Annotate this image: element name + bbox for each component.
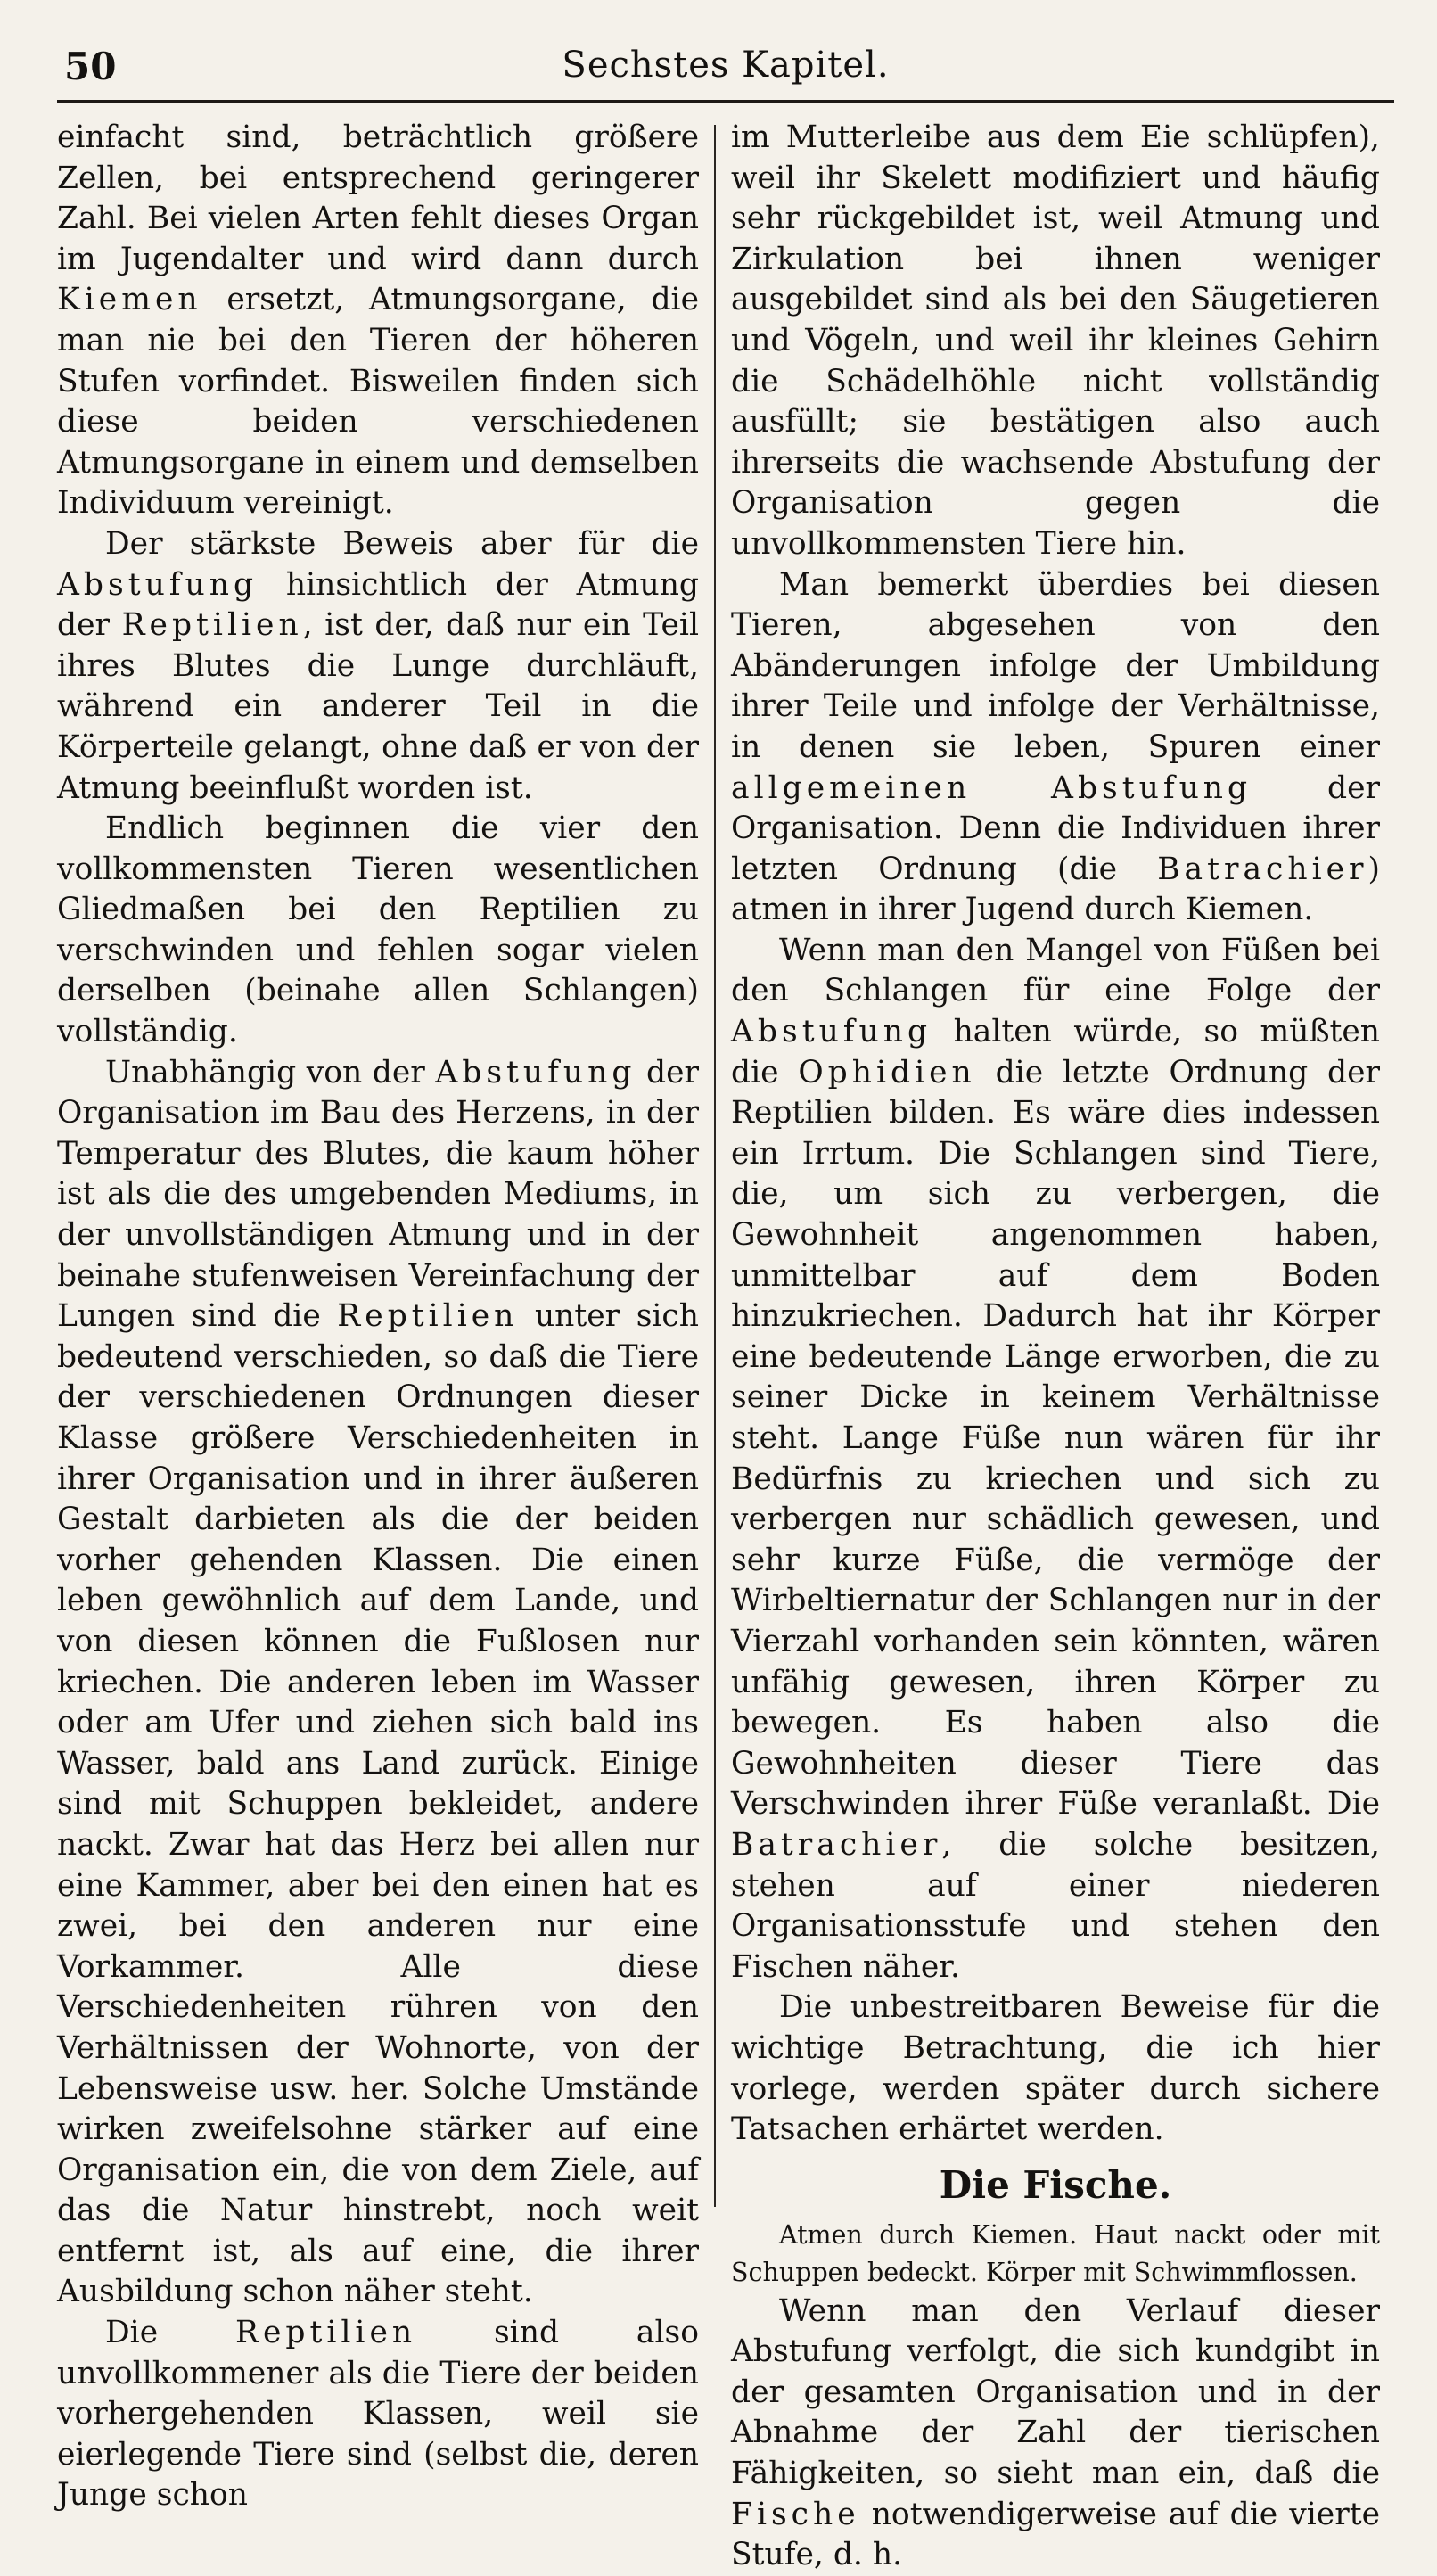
emphasis-text: Reptilien [235, 2315, 417, 2351]
text-run: , die solche besitzen, stehen auf einer niederen Organisationsstufe und stehen den Fischen näher. [731, 1826, 1380, 1985]
paragraph [731, 565, 1380, 931]
text-run: Man bemerkt überdies bei diesen Tieren, abgesehen von den Abänderungen infolge der Umbildung ihrer Teile und infolge der Verhältnisse, in denen sie leben, Spuren einer [731, 566, 1380, 765]
text-run: halten würde, so müßten die [731, 1014, 1380, 1090]
text-run: der Organisation im Bau des Herzens, in der Temperatur des Blutes, die kaum höher ist als die des umgebenden Mediums, in der unvollständigen Atmung und in der beinahe stufenweisen Vereinfachung der Lungen sind die [57, 1054, 699, 1335]
text-run: unter sich bedeutend verschieden, so daß die Tiere der verschiedenen Ordnungen dieser Klasse größere Verschiedenheiten in ihrer Organisation und in ihrer äußeren Gestalt darbieten als die der beiden vorher gehenden Klassen. Die einen leben gewöhnlich auf dem Lande, und von diesen können die Fußlosen nur kriechen. Die anderen leben im Wasser oder am Ufer und ziehen sich bald ins Wasser, bald ans Land zurück. Einige sind mit Schuppen bekleidet, andere nackt. Zwar hat das Herz bei allen nur eine Kammer, aber bei den einen hat es zwei, bei den anderen nur eine Vorkammer. Alle diese Verschiedenheiten rühren von den Verhältnissen der Wohnorte, von der Lebensweise usw. her. Solche Umstände wirken zweifelsohne stärker auf eine Organisation ein, die von dem Ziele, auf das die Natur hinstrebt, noch weit entfernt ist, als auf eine, die ihrer Ausbildung schon näher steht. [57, 1298, 699, 2310]
paragraph: im Mutterleibe aus dem Eie schlüpfen), weil ihr Skelett modifiziert und häufig sehr rückgebildet ist, weil Atmung und Zirkulation bei ihnen weniger ausgebildet sind als bei den Säugetieren und Vögeln, und weil ihr kleines Gehirn die Schädelhöhle nicht vollständig ausfüllt; sie bestätigen also auch ihrerseits die wachsende Abstufung der Organisation gegen die unvollkommensten Tiere hin. [731, 119, 1380, 562]
text-run: Wenn man den Verlauf dieser Abstufung verfolgt, die sich kundgibt in der gesamten Organisation und in der Abnahme der Zahl der tierischen Fähigkeiten, so sieht man ein, daß die [731, 2292, 1380, 2492]
section-summary: Atmen durch Kiemen. Haut nackt oder mit Schuppen bedeckt. Körper mit Schwimmflossen. [731, 2219, 1380, 2287]
text-run: Unabhängig von der [105, 1054, 436, 1090]
text-run: einfacht sind, beträchtlich größere Zellen, bei entsprechend geringerer Zahl. Bei vielen Arten fehlt dieses Organ im Jugendalter und wird dann durch [57, 119, 699, 277]
text-run: ) atmen in ihrer Jugend durch Kiemen. [731, 851, 1380, 928]
emphasis-text: Batrachier [1157, 851, 1368, 887]
page-header [57, 36, 1394, 98]
emphasis-text: Fische [731, 2496, 860, 2532]
right-column [731, 118, 1380, 2573]
paragraph [57, 1053, 699, 2313]
emphasis-text: Ophidien [798, 1054, 976, 1090]
text-run: der Organisation. Denn die Individuen ihrer letzten Ordnung (die [731, 770, 1380, 887]
header-rule [57, 100, 1394, 103]
paragraph [731, 931, 1380, 1988]
running-title: Sechstes Kapitel. [562, 45, 890, 86]
left-column [57, 118, 699, 2514]
paragraph [57, 118, 699, 524]
emphasis-text: Reptilien [121, 607, 303, 644]
paragraph [57, 2313, 699, 2516]
emphasis-text: Kiemen [57, 282, 202, 318]
paragraph: Endlich beginnen die vier den vollkommensten Tieren wesentlichen Gliedmaßen bei den Reptilien zu verschwinden und fehlen sogar vielen derselben (beinahe allen Schlangen) vollständig. [57, 811, 699, 1050]
text-run: die letzte Ordnung der Reptilien bilden. Es wäre dies indessen ein Irrtum. Die Schlangen sind Tiere, die, um sich zu verbergen, die Gewohnheit angenommen haben, unmittelbar auf dem Boden hinzukriechen. Dadurch hat ihr Körper eine bedeutende Länge erworben, die zu seiner Dicke in keinem Verhältnisse steht. Lange Füße nun wären für ihr Bedürfnis zu kriechen und sich zu verbergen nur schädlich gewesen, und sehr kurze Füße, die vermöge der Wirbeltiernatur der Schlangen nur in der Vierzahl vorhanden sein könnten, wären unfähig gewesen, ihren Körper zu bewegen. Es haben also die Gewohnheiten dieser Tiere das Verschwinden ihrer Füße veranlaßt. Die [731, 1054, 1380, 1823]
text-run: Die [105, 2315, 235, 2351]
emphasis-text: Abstufung [435, 1054, 636, 1090]
text-run: hinsichtlich der Atmung der [57, 566, 699, 644]
text-run: , ist der, daß nur ein Teil ihres Blutes die Lunge durchläuft, während ein anderer Teil in die Körperteile gelangt, ohne daß er von der Atmung beeinflußt worden ist. [57, 607, 699, 806]
text-run: notwendigerweise auf die vierte Stufe, d. h. [731, 2496, 1380, 2573]
text-run: sind also unvollkommener als die Tiere der beiden vorhergehenden Klassen, weil sie eierlegende Tiere sind (selbst die, deren Junge schon [57, 2315, 699, 2514]
section-heading: Die Fische. [939, 2162, 1172, 2207]
emphasis-text: Abstufung [731, 1014, 932, 1050]
emphasis-text: allgemeinen Abstufung [731, 770, 1252, 806]
emphasis-text: Batrachier [731, 1826, 942, 1863]
emphasis-text: Abstufung [57, 566, 259, 603]
text-run: Der stärkste Beweis aber für die [105, 525, 699, 562]
paragraph: Die unbestreitbaren Beweise für die wichtige Betrachtung, die ich hier vorlege, werden später durch sichere Tatsachen erhärtet werden. [731, 1989, 1380, 2148]
page-number: 50 [64, 45, 117, 88]
paragraph [57, 524, 699, 809]
text-run: Wenn man den Mangel von Füßen bei den Schlangen für eine Folge der [731, 932, 1380, 1009]
column-divider [714, 125, 716, 2207]
emphasis-text: Reptilien [337, 1298, 519, 1335]
text-run: ersetzt, Atmungsorgane, die man nie bei den Tieren der höheren Stufen vorfindet. Bisweilen finden sich diese beiden verschiedenen Atmungsorgane in einem und demselben Individuum vereinigt. [57, 282, 699, 522]
paragraph [731, 2292, 1380, 2576]
